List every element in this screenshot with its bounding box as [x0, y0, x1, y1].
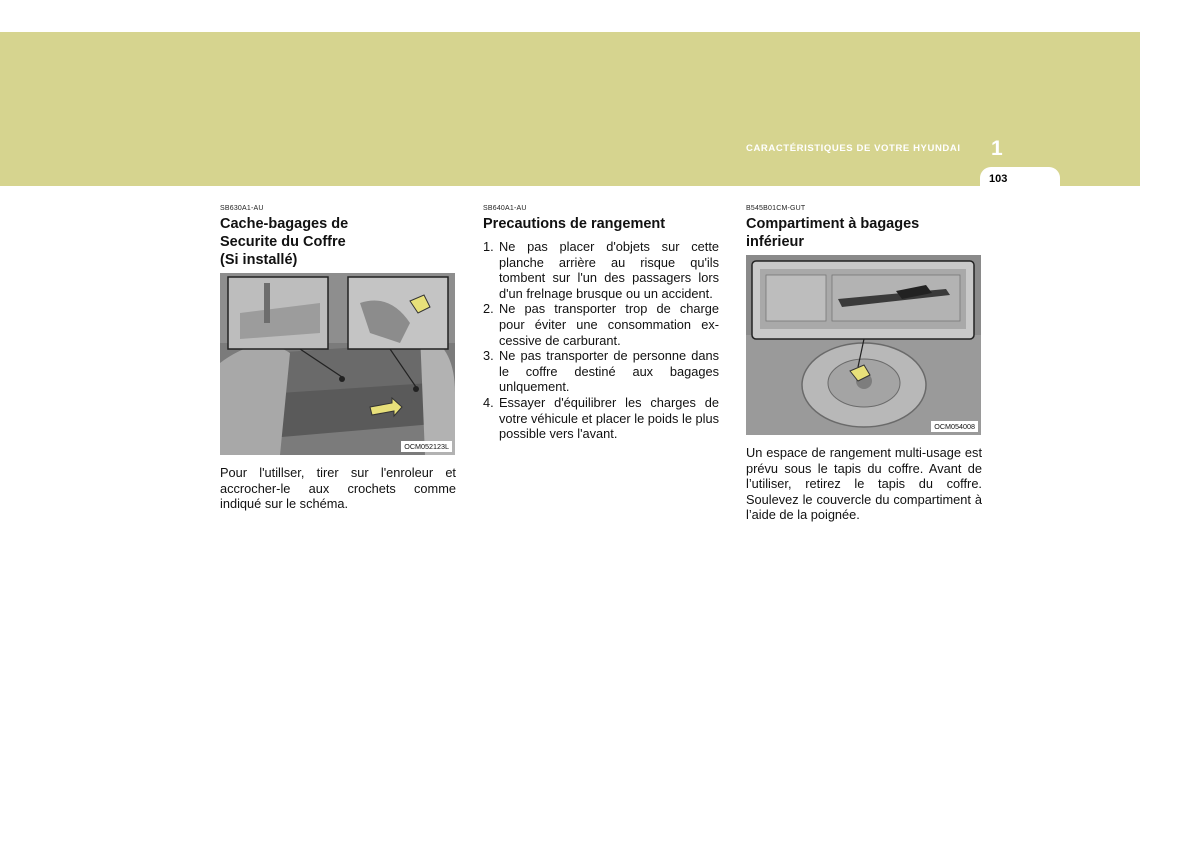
section-title: CARACTÉRISTIQUES DE VOTRE HYUNDAI: [746, 143, 961, 154]
page-number: 103: [989, 173, 1008, 185]
lower-compartment-illustration: [746, 255, 981, 435]
column-lower-compartment: [746, 205, 982, 523]
list-item: [483, 395, 719, 442]
list-number: 1.: [483, 239, 494, 254]
heading-line: (Si installé): [220, 252, 298, 268]
precautions-list: [483, 239, 719, 442]
list-item: [483, 348, 719, 395]
list-item: [483, 239, 719, 301]
list-number: 2.: [483, 301, 494, 317]
list-item: [483, 301, 719, 348]
body-text: Un espace de rangement multi-usage est prévu sous le tapis du coffre. Avant de l’utiliser, retirez le tapis du coffre. Soulevez le couvercle du compartiment à l’aide de la poignée.: [746, 445, 982, 523]
cargo-cover-illustration: [220, 273, 455, 455]
heading-line: Precautions de rangement: [483, 216, 666, 232]
list-text: Ne pas transporter trop de charge pour éviter une consommation ex-cessive de carburant.: [499, 301, 719, 348]
list-text: Ne pas placer d'objets sur cette planche arrière au risque qu'ils tombent sur l'un des passagers lors d'un frelnage brusque ou un accident.: [499, 239, 719, 301]
column-cargo-cover: [220, 205, 456, 512]
column-storage-precautions: [483, 205, 719, 442]
chapter-number: 1: [991, 137, 1003, 160]
header-band: [0, 32, 1140, 186]
section-code: B545B01CM-GUT: [746, 205, 806, 212]
figure-caption: OCM052123L: [401, 441, 452, 452]
section-code: SB630A1-AU: [220, 205, 264, 212]
section-heading: [483, 215, 719, 233]
list-text: Essayer d'équilibrer les charges de votre véhicule et placer le poids le plus possible vers l'avant.: [499, 394, 719, 442]
figure-caption: OCM054008: [931, 421, 978, 432]
list-number: 3.: [483, 348, 494, 364]
heading-line: Cache-bagages de: [220, 216, 349, 232]
heading-line: Compartiment à bagages: [746, 216, 920, 232]
list-text: Ne pas transporter de personne dans le coffre destiné aux bagages unlquement.: [499, 348, 719, 395]
body-text: Pour l'utillser, tirer sur l'enroleur et accrocher-le aux crochets comme indiqué sur le schéma.: [220, 465, 456, 512]
list-number: 4.: [483, 394, 494, 410]
section-code: SB640A1-AU: [483, 205, 527, 212]
heading-line: Securite du Coffre: [220, 234, 346, 250]
heading-line: inférieur: [746, 234, 805, 250]
section-heading: [746, 215, 982, 251]
section-heading: [220, 215, 456, 269]
